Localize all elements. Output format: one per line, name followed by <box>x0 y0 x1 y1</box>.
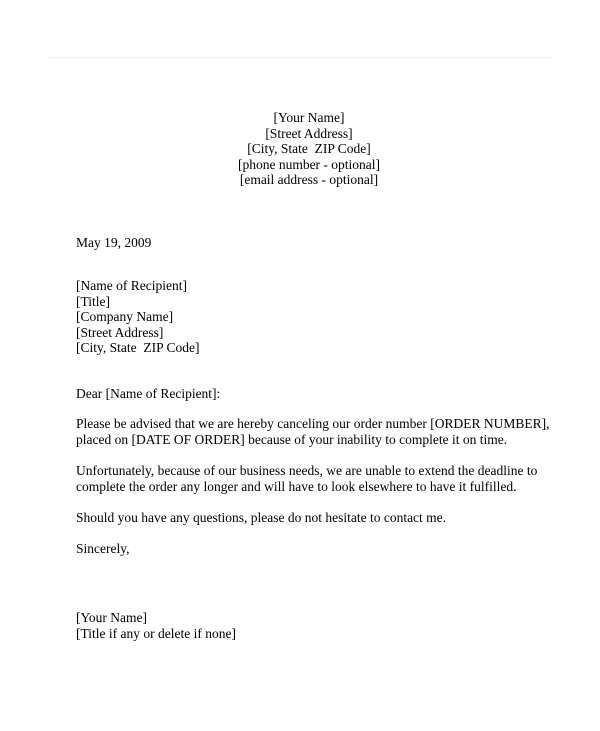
signature-name: [Your Name] <box>76 610 147 625</box>
signature-title: [Title if any or delete if none] <box>76 625 236 641</box>
signature-block <box>76 610 236 641</box>
salutation: Dear [Name of Recipient]: <box>76 386 221 401</box>
recipient-street: [Street Address] <box>76 324 164 340</box>
paragraph-contact <box>76 510 446 526</box>
paragraph-line: Please be advised that we are hereby canceling our order number [ORDER NUMBER], <box>76 416 550 431</box>
letter-date: May 19, 2009 <box>76 235 152 250</box>
paragraph-cancellation <box>76 416 549 447</box>
recipient-title: [Title] <box>76 293 111 309</box>
paragraph-line: complete the order any longer and will have to look elsewhere to have it fulfilled. <box>76 478 517 494</box>
recipient-name: [Name of Recipient] <box>76 278 187 293</box>
paragraph-line: placed on [DATE OF ORDER] because of your inability to complete it on time. <box>76 431 508 447</box>
sender-city: [City, State ZIP Code] <box>247 141 371 156</box>
closing: Sincerely, <box>76 541 130 556</box>
paragraph-explanation <box>76 463 537 494</box>
paragraph-line: Unfortunately, because of our business needs, we are unable to extend the deadline to <box>76 463 538 478</box>
recipient-address-block <box>76 278 199 356</box>
letter-page <box>47 57 553 731</box>
sender-address-block <box>47 110 571 188</box>
paragraph-line: Should you have any questions, please do not hesitate to contact me. <box>76 510 447 525</box>
sender-street: [Street Address] <box>265 125 353 141</box>
recipient-company: [Company Name] <box>76 309 174 324</box>
sender-name: [Your Name] <box>273 110 345 125</box>
sender-phone: [phone number - optional] <box>237 156 381 172</box>
sender-email: [email address - optional] <box>239 172 379 187</box>
recipient-city: [City, State ZIP Code] <box>76 340 200 355</box>
